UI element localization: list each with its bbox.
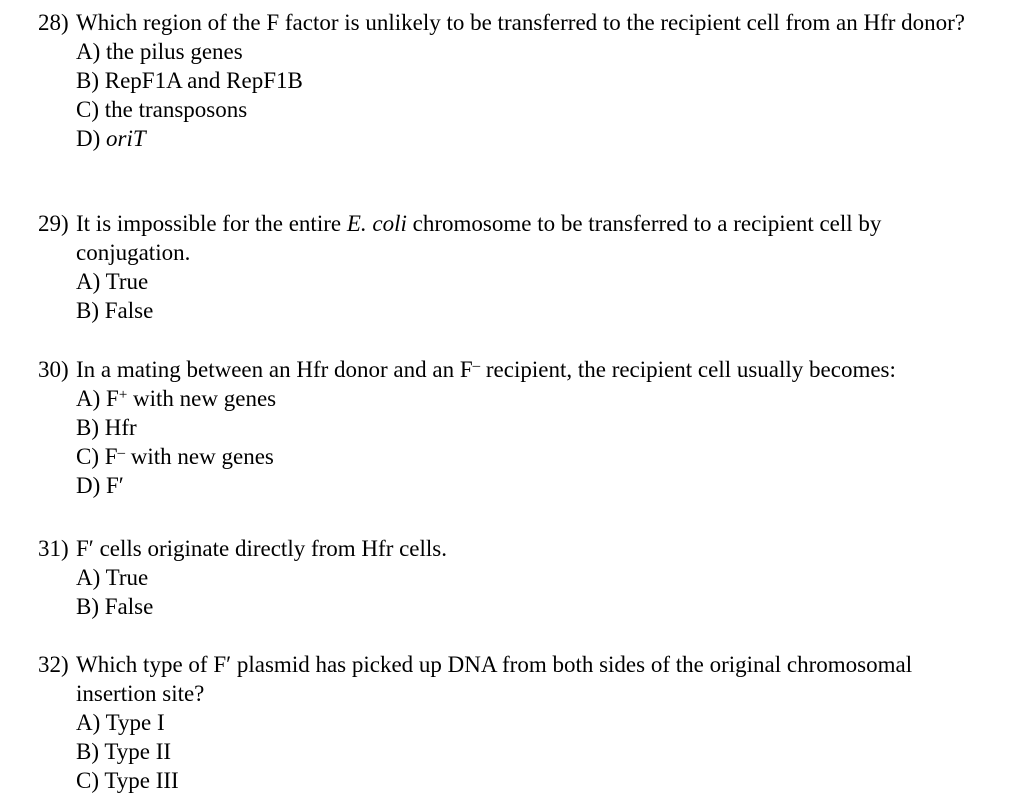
answer-option-c [38,442,998,471]
answer-option-c: C) the transposons [76,97,248,122]
answer-option-b: B) RepF1A and RepF1B [76,68,303,93]
option-text: A) F [76,386,119,411]
question-30 [38,355,998,500]
option-text: B) Hfr [76,415,137,440]
question-stem-line [38,355,998,384]
answer-option-b: B) False [76,594,154,619]
question-number: 28) [38,10,69,35]
stem-italic-term: E. coli [346,211,407,236]
question-stem-line [38,650,998,708]
question-stem [76,355,998,384]
stem-superscript: – [472,358,481,374]
question-number: 30) [38,357,69,382]
question-32 [38,650,998,795]
question-number: 29) [38,211,69,236]
option-text: with new genes [127,386,277,411]
answer-option-a: A) True [76,565,149,590]
answer-option-a: A) the pilus genes [76,39,243,64]
answer-option-a: A) Type I [76,710,165,735]
option-superscript: + [118,387,128,403]
question-stem: F′ cells originate directly from Hfr cells. [76,536,447,561]
answer-option-b [38,413,998,442]
option-text: C) F [76,444,118,469]
answer-option-c: C) Type III [76,768,179,793]
stem-text: In a mating between an Hfr donor and an F [76,357,473,382]
option-text: D) F′ [76,473,124,498]
option-d-italic-term: oriT [106,126,146,151]
question-31 [38,534,998,621]
answer-option-a [38,384,998,413]
answer-option-a: A) True [76,269,149,294]
question-28 [38,8,998,153]
question-stem: Which type of F′ plasmid has picked up DNA from both sides of the original chromosomal insertion site? [76,652,913,706]
answer-option-b: B) False [76,298,154,323]
question-stem-line [38,534,998,563]
option-superscript: – [117,445,126,461]
answer-option-b: B) Type II [76,739,172,764]
answer-option-d [38,124,998,153]
stem-text: recipient, the recipient cell usually becomes: [480,357,896,382]
stem-text: chromosome to be transferred to a recipient cell by conjugation. [76,211,882,265]
stem-text: It is impossible for the entire [76,211,347,236]
question-number: 31) [38,536,69,561]
question-29 [38,209,998,325]
question-stem-line [38,8,998,37]
question-stem: Which region of the F factor is unlikely to be transferred to the recipient cell from an Hfr donor? [76,10,966,35]
question-stem-line [38,209,998,267]
question-number: 32) [38,652,69,677]
option-text: with new genes [125,444,274,469]
answer-option-d [38,471,998,500]
option-d-prefix: D) [76,126,107,151]
question-stem [76,209,998,267]
